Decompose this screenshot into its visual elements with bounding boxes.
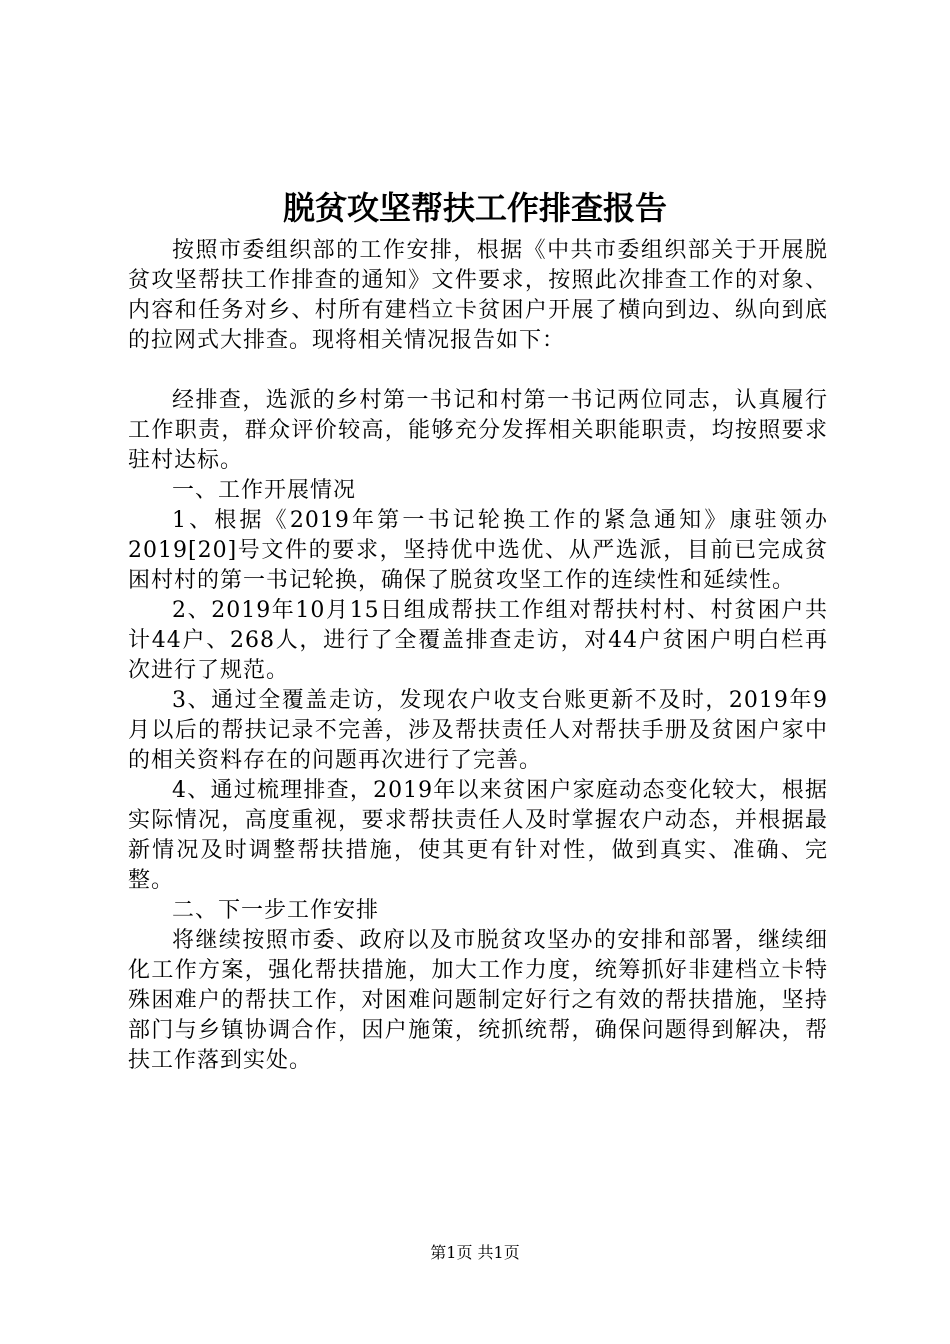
section-heading-work-progress: 一、工作开展情况 <box>172 478 357 503</box>
section-heading-next-steps: 二、下一步工作安排 <box>172 898 380 923</box>
item-paragraph-3: 3、通过全覆盖走访，发现农户收支台账更新不及时，2019年9月以后的帮扶记录不完善，涉及帮扶责任人对帮扶手册及贫困户家中的相关资料存在的问题再次进行了完善。 <box>128 688 828 773</box>
document-body <box>128 236 828 1076</box>
page-footer: 第1页 共1页 <box>430 1243 520 1262</box>
intro-paragraph: 按照市委组织部的工作安排，根据《中共市委组织部关于开展脱贫攻坚帮扶工作排查的通知》文件要求，按照此次排查工作的对象、内容和任务对乡、村所有建档立卡贫困户开展了横向到边、纵向到底的拉网式大排查。现将相关情况报告如下： <box>128 238 828 353</box>
item-paragraph-2: 2、2019年10月15日组成帮扶工作组对帮扶村村、村贫困户共计44户、268人，进行了全覆盖排查走访，对44户贫困户明白栏再次进行了规范。 <box>128 598 828 683</box>
item-paragraph-4: 4、通过梳理排查，2019年以来贫困户家庭动态变化较大，根据实际情况，高度重视，要求帮扶责任人及时掌握农户动态，并根据最新情况及时调整帮扶措施，使其更有针对性，做到真实、准确、完整。 <box>128 778 828 893</box>
next-steps-paragraph: 将继续按照市委、政府以及市脱贫攻坚办的安排和部署，继续细化工作方案，强化帮扶措施，加大工作力度，统筹抓好非建档立卡特殊困难户的帮扶工作，对困难问题制定好行之有效的帮扶措施，坚持部门与乡镇协调合作，因户施策，统抓统帮，确保问题得到解决，帮扶工作落到实处。 <box>128 928 828 1073</box>
document-title: 脱贫攻坚帮扶工作排查报告 <box>282 189 667 227</box>
summary-paragraph: 经排查，选派的乡村第一书记和村第一书记两位同志，认真履行工作职责，群众评价较高，能够充分发挥相关职能职责，均按照要求驻村达标。 <box>128 388 828 473</box>
item-paragraph-1: 1、根据《2019年第一书记轮换工作的紧急通知》康驻领办2019[20]号文件的要求，坚持优中选优、从严选派，目前已完成贫困村村的第一书记轮换，确保了脱贫攻坚工作的连续性和延续性。 <box>128 508 828 593</box>
